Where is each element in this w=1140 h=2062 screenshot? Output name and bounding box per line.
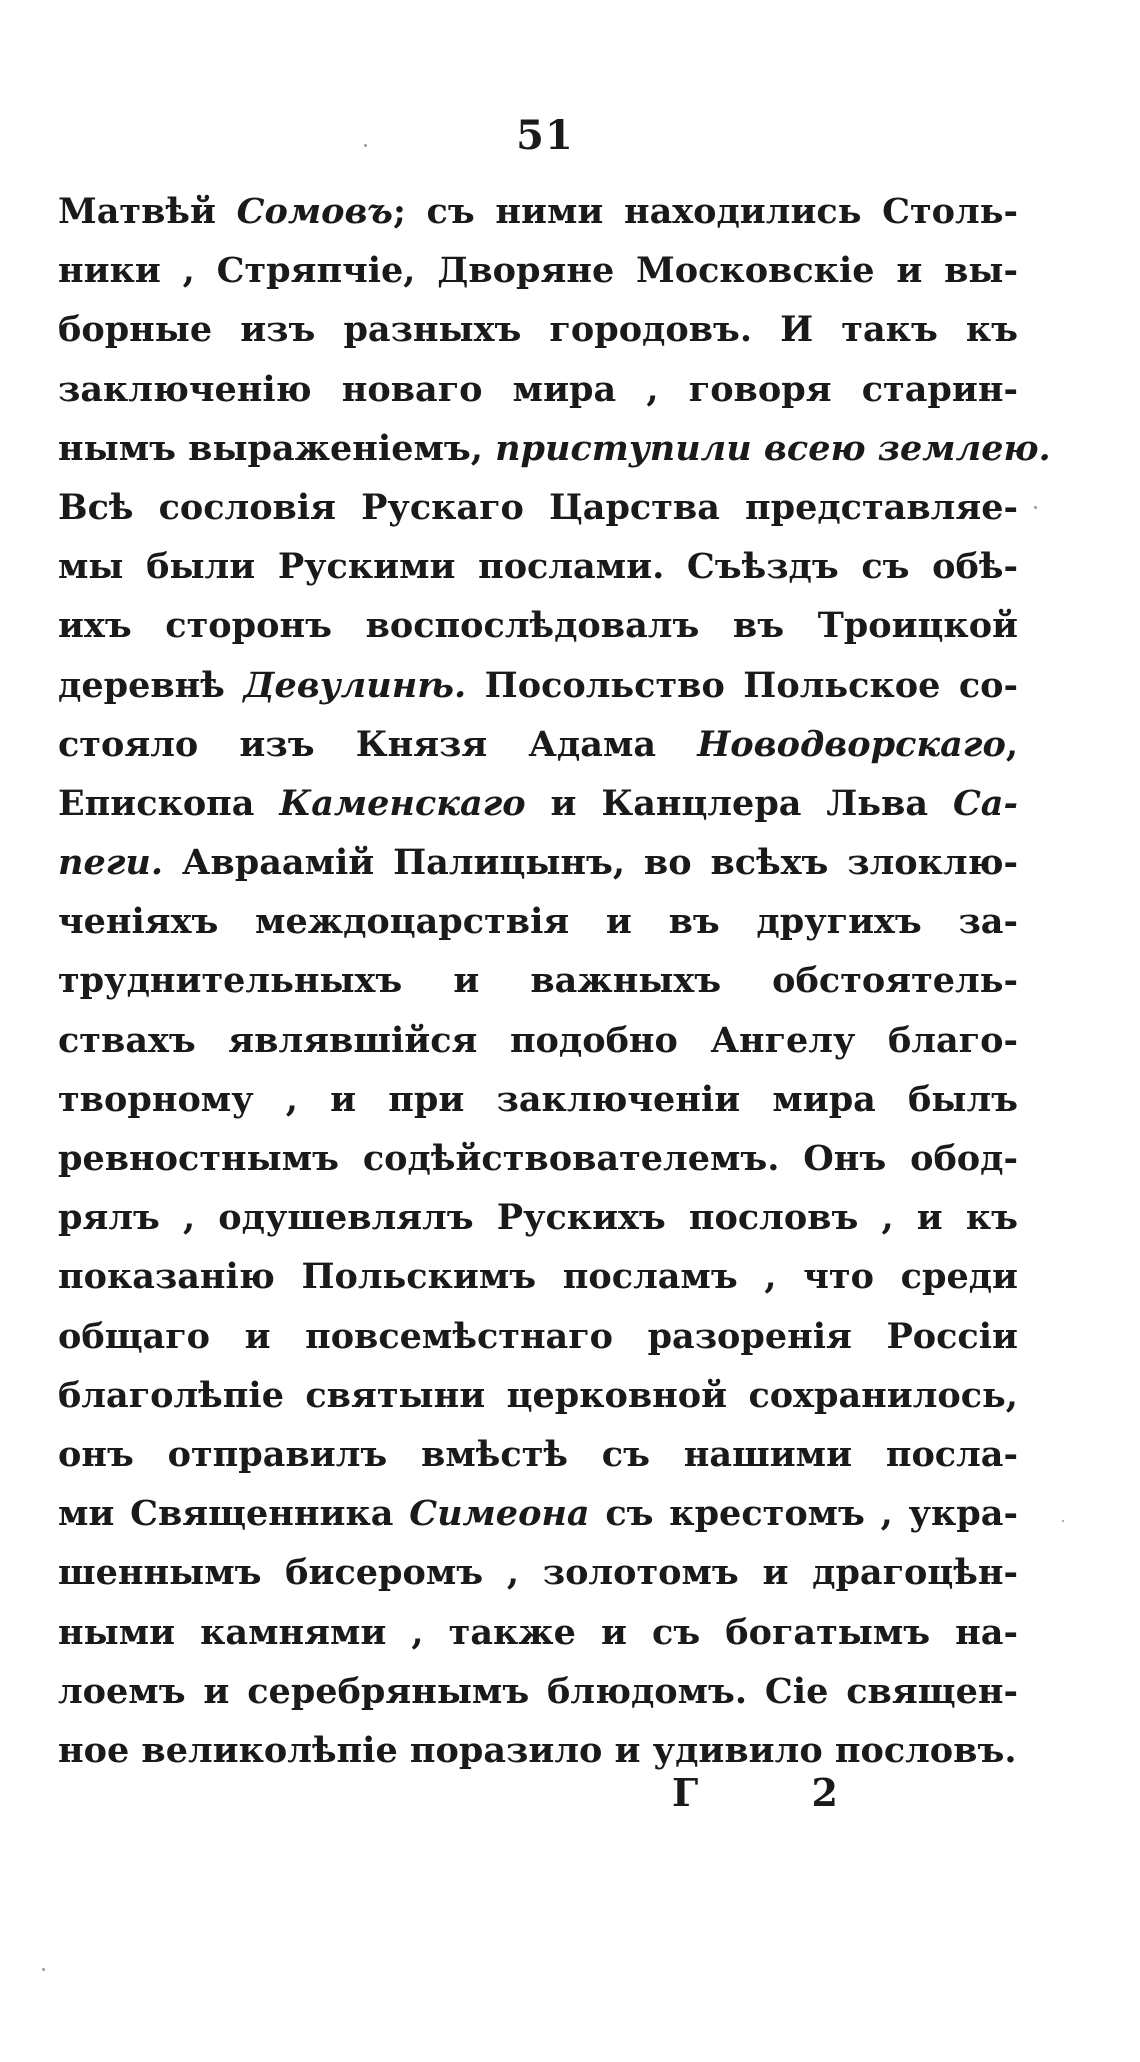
text-run: борные изъ разныхъ городовъ. И такъ къ <box>58 309 1018 351</box>
text-run: ми Священника <box>58 1493 410 1535</box>
paper-speck <box>364 144 367 147</box>
text-line <box>58 774 1018 833</box>
text-run: лоемъ и серебрянымъ блюдомъ. Сіе священ- <box>58 1670 1018 1712</box>
italic-text-run: Новодворскаго <box>697 723 1006 765</box>
text-run: общаго и повсемѣстнаго разоренія Россіи <box>58 1315 1018 1357</box>
text-run: Всѣ сословія Рускаго Царства представляе- <box>58 486 1018 528</box>
text-run: деревнѣ <box>58 664 244 706</box>
italic-text-run: Каменскаго <box>279 782 526 824</box>
text-run: Епископа <box>58 782 280 824</box>
text-run: Матвѣй <box>58 191 237 232</box>
text-run: показанію Польскимъ посламъ , что среди <box>58 1256 1018 1298</box>
text-run: ное великолѣпіе поразило и удивило пословъ. <box>58 1729 1017 1771</box>
text-line <box>58 300 1018 359</box>
paper-speck <box>1034 506 1037 509</box>
body-text <box>58 182 1051 1780</box>
text-run: онъ отправилъ вмѣстѣ съ нашими посла- <box>58 1433 1018 1475</box>
text-run: ченіяхъ междоцарствія и въ другихъ за- <box>58 901 1018 943</box>
text-line <box>58 596 1018 655</box>
text-run: творному , и при заключеніи мира былъ <box>58 1078 1018 1120</box>
text-line <box>58 833 1018 892</box>
text-line <box>58 951 1018 1010</box>
text-run: ихъ сторонъ воспослѣдовалъ въ Троицкой <box>58 605 1018 647</box>
text-line <box>58 1366 1018 1425</box>
italic-text-run: Са- <box>952 782 1018 824</box>
text-line <box>58 1247 1018 1306</box>
paper-speck <box>42 1968 45 1971</box>
text-line <box>58 656 1018 715</box>
text-run: благолѣпіе святыни церковной сохранилось, <box>58 1374 1018 1416</box>
text-line <box>58 1662 1018 1721</box>
text-line <box>58 1070 1018 1129</box>
text-run: труднительныхъ и важныхъ обстоятель- <box>58 960 1018 1002</box>
text-run: ники , Стряпчіе, Дворяне Московскіе и вы- <box>58 250 1018 292</box>
text-line <box>58 1188 1018 1247</box>
text-line <box>58 1484 1018 1543</box>
italic-text-run: Сомовъ <box>236 191 393 232</box>
text-line <box>58 360 1018 419</box>
text-line <box>58 1011 1018 1070</box>
text-run: ; съ ними находились Столь- <box>392 191 1018 232</box>
text-line <box>58 478 1018 537</box>
text-line <box>58 1603 1018 1662</box>
text-line <box>58 419 1051 478</box>
text-run: нымъ выраженіемъ, <box>58 427 496 469</box>
text-run: Авраамій Палицынъ, во всѣхъ злоклю- <box>163 842 1018 884</box>
text-line <box>58 1543 1018 1602</box>
text-line <box>58 1129 1018 1188</box>
text-run: и Канцлера Льва <box>525 782 953 824</box>
text-run: Посольство Польское со- <box>466 664 1018 706</box>
text-run: стояло изъ Князя Адама <box>58 723 698 765</box>
text-run: ными камнями , также и съ богатымъ на- <box>58 1611 1018 1653</box>
italic-text-run: Девулинѣ. <box>243 664 467 706</box>
text-line <box>58 182 1018 241</box>
italic-text-run: приступили всею землею. <box>495 427 1051 469</box>
text-line <box>58 715 1018 774</box>
text-line <box>58 537 1018 596</box>
italic-text-run: пеги. <box>58 842 164 884</box>
text-run: рялъ , одушевлялъ Рускихъ пословъ , и къ <box>58 1197 1018 1239</box>
text-run: мы были Рускими послами. Съѣздъ съ обѣ- <box>58 546 1018 588</box>
text-run: , <box>1005 723 1018 765</box>
text-line <box>58 892 1018 951</box>
italic-text-run: Симеона <box>409 1493 590 1535</box>
page-number: 51 <box>516 112 574 159</box>
text-run: ствахъ являвшійся подобно Ангелу благо- <box>58 1019 1018 1061</box>
text-run: ревностнымъ содѣйствователемъ. Онъ обод- <box>58 1138 1018 1179</box>
printer-signature-mark: Г 2 <box>672 1770 888 1815</box>
text-line <box>58 1425 1018 1484</box>
text-run: заключенію новаго мира , говоря старин- <box>58 368 1018 410</box>
text-line <box>58 1307 1018 1366</box>
text-run: съ крестомъ , укра- <box>589 1493 1018 1535</box>
text-run: шеннымъ бисеромъ , золотомъ и драгоцѣн- <box>58 1552 1018 1594</box>
text-line <box>58 241 1018 300</box>
paper-speck <box>1062 1520 1064 1522</box>
